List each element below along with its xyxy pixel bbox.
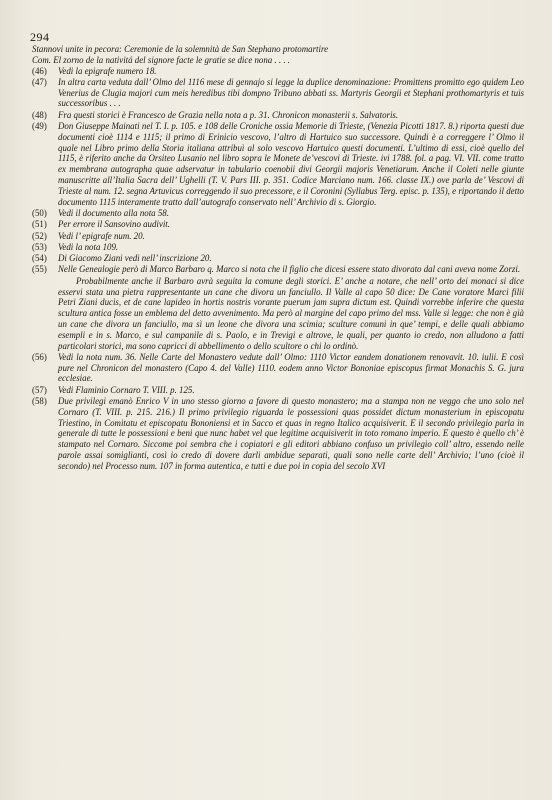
note-54 <box>32 253 524 264</box>
note-text: Vedi il documento alla nota 58. <box>58 207 169 218</box>
note-47 <box>32 77 524 109</box>
note-text: Vedi la nota 109. <box>58 241 119 252</box>
note-55-continuation <box>32 276 524 352</box>
note-text: Don Giuseppe Mainati nel T. I. p. 105. e 108 delle Croniche ossia Memorie di Trieste, (Venezia Picotti 1817. 8.) riporta questi due documenti cioè 1114 e 1115; il primo di Erinicio vescovo, l’altro di Hartuico suo successore. Quindi è a correggere l’ Olmo il quale nel Libro primo della Storia italiana attribuì al solo vescovo Hartuico questi documenti. L’ultimo di essi, cioè quello del 1115, è riferito anche da Orsiteo Lusanio nel libro sopra le Monete de’vescovi di Trieste. ivi 1788. fol. a pag. VI. VII. come tratto ex membrana autographa quae adservatur in tabulario coenobii divi Georgii majoris Venetiarum. Anche il Coleti nelle giunte manuscritte all’Italia Sacra dell’ Ughelli (T. V. Pars III. p. 351. Codice Marciano num. 166. classe IX.) ove parla de’ Vescovi di Trieste al num. 12. segna Artuvicus correggendo il suo precessore, e il Coronini (Syllabus Terg. episc. p. 135), e riportando il detto documento 1115 interamente tratto dall’autografo conservato nell’ Archivio di s. Giorgio. <box>58 121 524 207</box>
note-text: Vedi Flaminio Cornaro T. VIII. p. 125. <box>58 384 195 395</box>
page-number: 294 <box>30 30 50 44</box>
note-number: (58) <box>32 396 47 406</box>
note-text: Vedi la epigrafe numero 18. <box>58 65 157 76</box>
note-51 <box>32 219 524 230</box>
note-number: (52) <box>32 230 47 241</box>
note-text: In altra carta veduta dall’ Olmo del 1116 mese di gennajo si legge la duplice denominazione: Promittens promitto ego quidem Leo Venerius de Clugia majori cum meis heredibus tibi dompno Tribuno abbati ss. Martyris Georgii et Stephani prothomartyris et tuis successoribus . . . <box>58 76 524 109</box>
note-text: Fra questi storici è Francesco de Grazia nella nota a p. 31. Chronicon monasterii s. Salvatoris. <box>58 109 399 120</box>
footnotes-body <box>32 44 524 472</box>
note-number: (55) <box>32 264 47 275</box>
note-52 <box>32 231 524 242</box>
note-56 <box>32 352 524 384</box>
note-53 <box>32 242 524 253</box>
note-number: (50) <box>32 207 47 218</box>
note-text: Vedi la nota num. 36. Nelle Carte del Monastero vedute dall’ Olmo: 1110 Victor eandem donationem renovavit. 10. iulii. E così pure nel Chronicon del monastero (Capo 4. del Valle) 1110. eodem anno Victor Bononiae episcopus firmat Monachis S. G. jura ecclesiae. <box>58 351 524 384</box>
lead-line-1: Stannovi unite in pecora: Ceremonie de la solemnità de San Stephano protomartire <box>32 44 329 54</box>
note-text: Due privilegi emanò Enrico V in uno stesso giorno a favore di questo monastero; ma a stampa non ne veggo che uno solo nel Cornaro (T. VIII. p. 215. 216.) Il primo privilegio riguarda le possessioni quas possidet dictum monasterium in episcopatu Triestino, in Comitatu et episcopatu Bononiensi et in Sacco et quas in regno Italico acquisiverit. E il secondo privilegio parla in generale di tutte le possessioni e beni que nunc habet vel que legitime acquisiverit in toto romano imperio. E questo è quello ch’ è stampato nel Cornaro. Siccome poi sembra che i copiatori e gli editori abbiano confuso un privilegio coll’ altro, essendo nelle parole assai somiglianti, così io credo di dovere darli ambidue separati, quali sono nelle carte dell’ Archivio; l’uno (cioè il secondo) nel Processo num. 107 in forma autentica, e tutti e due poi in copia del secolo XVI <box>58 396 524 471</box>
note-text: Probabilmente anche il Barbaro avrà seguita la comune degli storici. E’ anche a notare, che nell’ orto dei monaci si dice esservi stata una pietra rappresentante un cane che divora un fanciullo. Il Valle al capo 50 dice: De Cane voratore Marci filii Petri Ziani ducis, et de cane lapideo in hortis nostris vorante puerum jam supra dictum est. Quindi vorrebbe inferire che questa scultura antica fosse un emblema del detto avvenimento. Ma però al margine del capo primo del mss. Valle si legge: che non è già un cane che divora un fanciullo, ma sì un leone che divora una scimia; sculture comuni in que’ tempi, e delle quali abbiamo esempli e in s. Marco, e sul campanile di s. Paolo, e in Trevigi e altrove, le quali, per quanto io credo, non alludono a fatti particolari storici, ma sono capricci di abbellimento o dello scultore o chi lo ordinò. <box>58 275 524 351</box>
note-text: Vedi l’ epigrafe num. 20. <box>58 230 145 241</box>
note-number: (57) <box>32 384 47 395</box>
note-number: (56) <box>32 351 47 362</box>
note-number: (46) <box>32 65 47 76</box>
note-49 <box>32 121 524 207</box>
note-57 <box>32 385 524 396</box>
note-text: Di Giacomo Ziani vedi nell’ inscrizione 20. <box>58 253 212 264</box>
note-46 <box>32 66 524 77</box>
note-text: Nelle Genealogie però di Marco Barbaro q. Marco si nota che il figlio che dicesi essere stato divorato dal cani aveva nome Zorzi. <box>58 264 521 275</box>
note-55 <box>32 264 524 275</box>
note-number: (49) <box>32 121 47 132</box>
note-48 <box>32 110 524 121</box>
note-number: (54) <box>32 253 47 264</box>
lead-line-2: Com. El zorno de la nativitá del signore facte le gratie se dice nona . . . . <box>32 54 290 65</box>
note-text: Per errore il Sansovino audivit. <box>58 219 170 230</box>
note-number: (53) <box>32 241 47 252</box>
note-58 <box>32 396 524 472</box>
note-50 <box>32 208 524 219</box>
note-number: (51) <box>32 219 47 230</box>
note-number: (47) <box>32 76 47 87</box>
note-number: (48) <box>32 109 47 120</box>
